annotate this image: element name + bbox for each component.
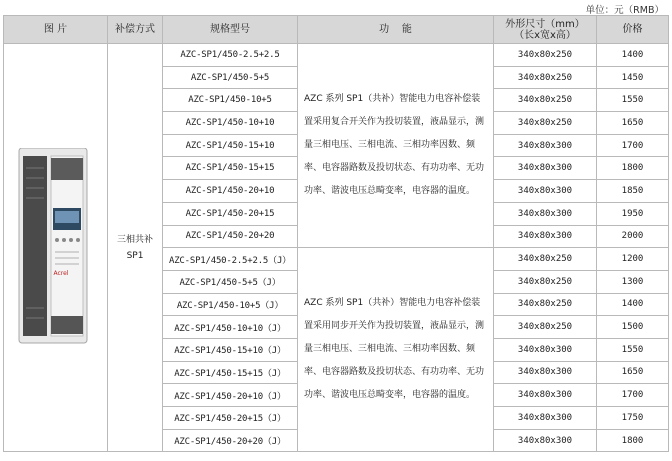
size-cell: 340x80x300	[494, 225, 597, 248]
model-cell: AZC-SP1/450-2.5+2.5	[163, 44, 298, 67]
price-cell: 1750	[597, 407, 669, 430]
model-cell: AZC-SP1/450-15+15（J）	[163, 361, 298, 384]
price-cell: 1400	[597, 44, 669, 67]
price-cell: 2000	[597, 225, 669, 248]
model-cell: AZC-SP1/450-20+10（J）	[163, 384, 298, 407]
header-compensation: 补偿方式	[108, 16, 163, 44]
size-cell: 340x80x300	[494, 180, 597, 203]
model-cell: AZC-SP1/450-10+10（J）	[163, 316, 298, 339]
model-cell: AZC-SP1/450-20+10	[163, 180, 298, 203]
size-cell: 340x80x300	[494, 429, 597, 452]
model-cell: AZC-SP1/450-15+10（J）	[163, 338, 298, 361]
price-cell: 1400	[597, 293, 669, 316]
capacitor-device-icon	[17, 148, 95, 348]
price-cell: 1800	[597, 429, 669, 452]
compensation-method-cell: 三相共补 SP1	[108, 44, 163, 452]
model-cell: AZC-SP1/450-2.5+2.5（J）	[163, 248, 298, 271]
product-image-cell	[4, 44, 108, 452]
size-cell: 340x80x250	[494, 316, 597, 339]
model-cell: AZC-SP1/450-10+5	[163, 89, 298, 112]
size-cell: 340x80x300	[494, 407, 597, 430]
price-cell: 1550	[597, 89, 669, 112]
model-cell: AZC-SP1/450-10+10	[163, 112, 298, 135]
price-cell: 1300	[597, 270, 669, 293]
price-cell: 1450	[597, 66, 669, 89]
size-cell: 340x80x250	[494, 248, 597, 271]
model-cell: AZC-SP1/450-15+15	[163, 157, 298, 180]
size-cell: 340x80x300	[494, 361, 597, 384]
price-cell: 1950	[597, 202, 669, 225]
price-cell: 1500	[597, 316, 669, 339]
model-cell: AZC-SP1/450-20+20（J）	[163, 429, 298, 452]
model-cell: AZC-SP1/450-20+15	[163, 202, 298, 225]
function-description-sync: AZC 系列 SP1（共补）智能电力电容补偿装置采用同步开关作为投切装置，液晶显示，测量三相电压、三相电流、三相功率因数、频率、电容器路数及投切状态、有功功率、无功功率、谐波电压总畸变率，电容器的温度。	[298, 248, 494, 452]
price-cell: 1650	[597, 361, 669, 384]
size-cell: 340x80x300	[494, 338, 597, 361]
brand-logo: Acrel	[53, 269, 69, 277]
table-row	[4, 44, 669, 67]
size-cell: 340x80x250	[494, 293, 597, 316]
price-cell: 1700	[597, 134, 669, 157]
size-cell: 340x80x250	[494, 270, 597, 293]
size-cell: 340x80x300	[494, 202, 597, 225]
unit-note: 单位：元（RMB）	[585, 5, 664, 16]
size-cell: 340x80x300	[494, 157, 597, 180]
price-cell: 1700	[597, 384, 669, 407]
size-cell: 340x80x250	[494, 89, 597, 112]
price-table	[3, 15, 669, 452]
price-cell: 1850	[597, 180, 669, 203]
size-cell: 340x80x250	[494, 44, 597, 67]
header-price: 价格	[597, 16, 669, 44]
price-cell: 1800	[597, 157, 669, 180]
size-cell: 340x80x300	[494, 384, 597, 407]
price-cell: 1200	[597, 248, 669, 271]
model-cell: AZC-SP1/450-20+15（J）	[163, 407, 298, 430]
price-cell: 1650	[597, 112, 669, 135]
function-description-composite: AZC 系列 SP1（共补）智能电力电容补偿装置采用复合开关作为投切装置，液晶显示，测量三相电压、三相电流、三相功率因数、频率、电容器路数及投切状态、有功功率、无功功率、谐波电压总畸变率，电容器的温度。	[298, 44, 494, 248]
size-cell: 340x80x250	[494, 112, 597, 135]
price-cell: 1550	[597, 338, 669, 361]
header-size	[494, 16, 597, 44]
header-model: 规格型号	[163, 16, 298, 44]
model-cell: AZC-SP1/450-15+10	[163, 134, 298, 157]
size-cell: 340x80x300	[494, 134, 597, 157]
model-cell: AZC-SP1/450-20+20	[163, 225, 298, 248]
model-cell: AZC-SP1/450-5+5	[163, 66, 298, 89]
header-picture: 图 片	[4, 16, 108, 44]
model-cell: AZC-SP1/450-10+5（J）	[163, 293, 298, 316]
header-size-text: 外形尺寸（mm） （长x宽x高）	[505, 18, 585, 41]
header-function: 功 能	[298, 16, 494, 44]
table-header-row	[4, 16, 669, 44]
model-cell: AZC-SP1/450-5+5（J）	[163, 270, 298, 293]
size-cell: 340x80x250	[494, 66, 597, 89]
